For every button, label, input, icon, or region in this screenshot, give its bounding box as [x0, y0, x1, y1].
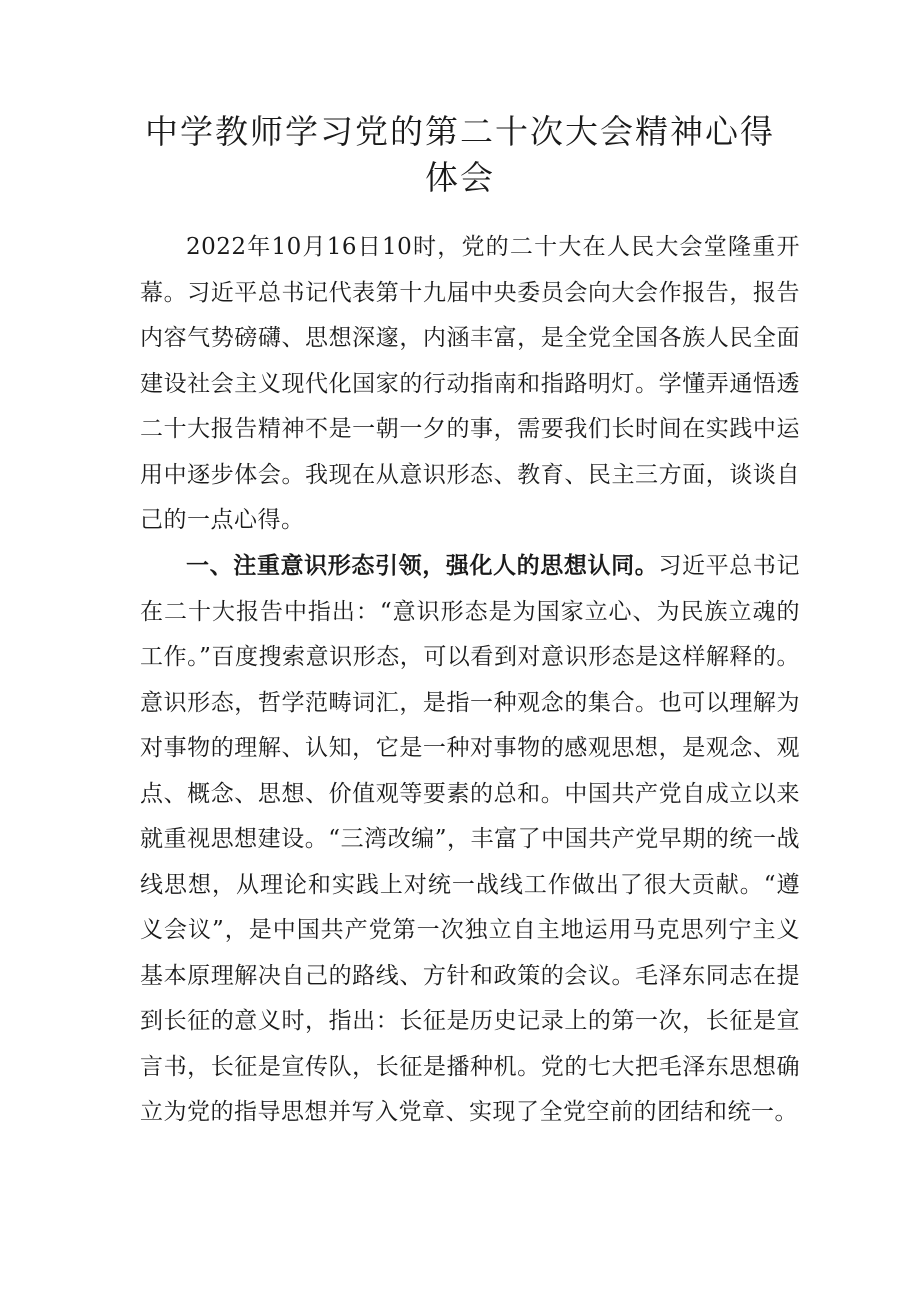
paragraph-intro: 2022年10月16日10时，党的二十大在人民大会堂隆重开幕。习近平总书记代表第十九届中央委员会向大会作报告，报告内容气势磅礴、思想深邃，内涵丰富，是全党全国各族人民全面建设社会主义现代化国家的行动指南和指路明灯。学懂弄通悟透二十大报告精神不是一朝一夕的事，需要我们长时间在实践中运用中逐步体会。我现在从意识形态、教育、民主三方面，谈谈自己的一点心得。: [140, 234, 800, 533]
document-title-line-2: 体会: [425, 158, 495, 197]
paragraph-ideology-body: 习近平总书记在二十大报告中指出：“意识形态是为国家立心、为民族立魂的工作。”百度搜索意识形态，可以看到对意识形态是这样解释的。意识形态，哲学范畴词汇，是指一种观念的集合。也可以理解为对事物的理解、认知，它是一种对事物的感观思想，是观念、观点、概念、思想、价值观等要素的总和。中国共产党自成立以来就重视思想建设。“三湾改编”，丰富了中国共产党早期的统一战线思想，从理论和实践上对统一战线工作做出了很大贡献。“遵义会议”，是中国共产党第一次独立自主地运用马克思列宁主义基本原理解决自己的路线、方针和政策的会议。毛泽东同志在提到长征的意义时，指出：长征是历史记录上的第一次，长征是宣言书，长征是宣传队，长征是播种机。党的七大把毛泽东思想确立为党的指导思想并写入党章、实现了全党空前的团结和统一。: [140, 553, 801, 1125]
section-heading-ideology: 一、注重意识形态引领，强化人的思想认同。: [186, 552, 659, 579]
paragraph-ideology: [140, 543, 800, 1136]
document-title-line-1: 中学教师学习党的第二十次大会精神心得: [145, 112, 775, 151]
